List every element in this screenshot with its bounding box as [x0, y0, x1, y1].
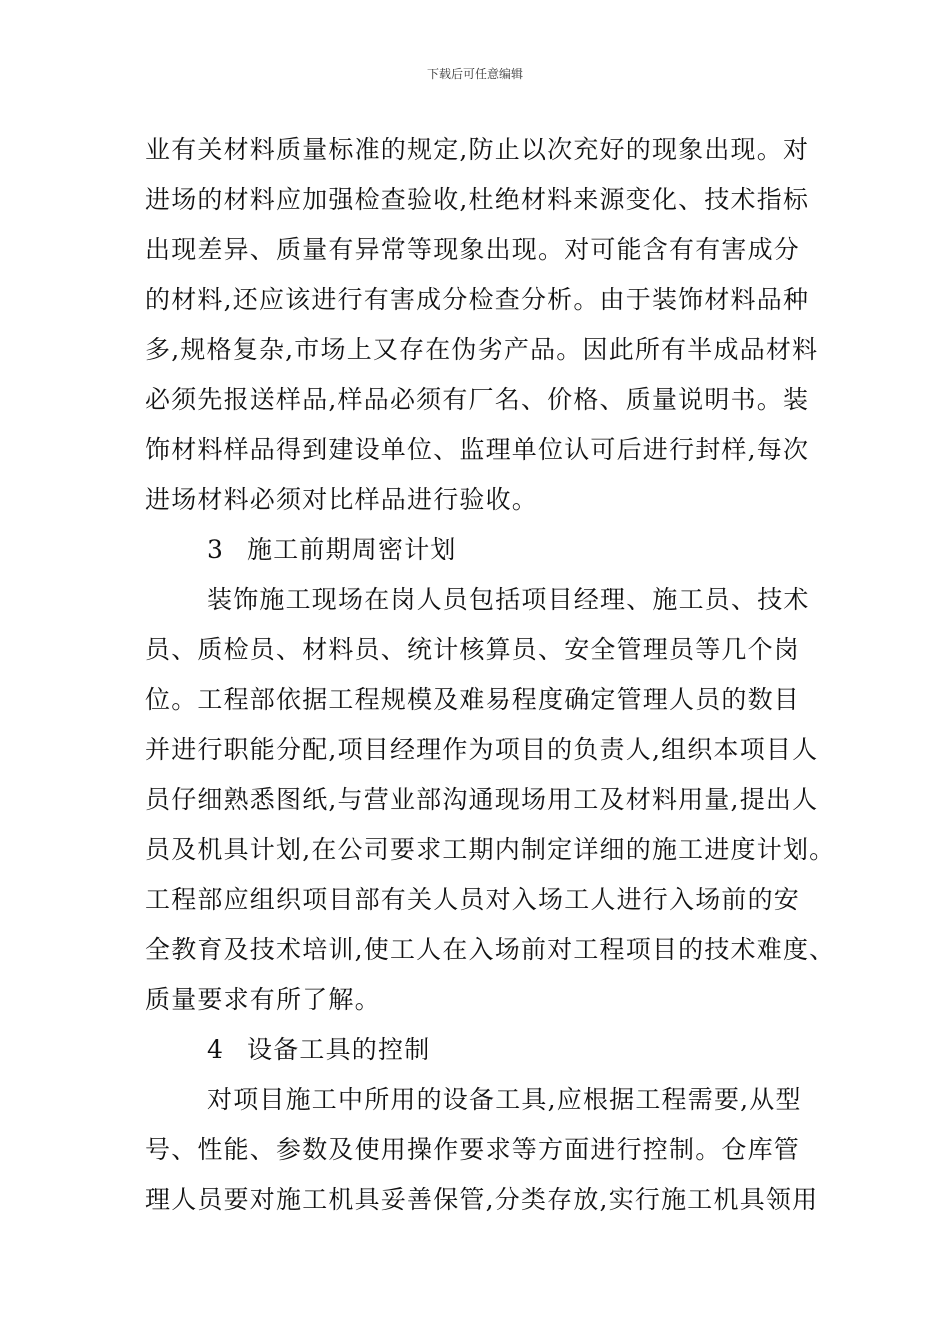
- text-line: 的材料,还应该进行有害成分检查分析。由于装饰材料品种: [145, 285, 810, 314]
- text-line: 必须先报送样品,样品必须有厂名、价格、质量说明书。装: [145, 385, 810, 414]
- text-line: 质量要求有所了解。: [145, 985, 381, 1014]
- section-heading: [145, 1025, 810, 1075]
- paragraph: [145, 1075, 819, 1225]
- paragraph: [145, 125, 819, 525]
- text-line: 位。工程部依据工程规模及难易程度确定管理人员的数目: [145, 685, 801, 714]
- text-line: 工程部应组织项目部有关人员对入场工人进行入场前的安: [145, 885, 801, 914]
- text-line: 员、质检员、材料员、统计核算员、安全管理员等几个岗: [145, 635, 801, 664]
- section-title: 设备工具的控制: [247, 1035, 431, 1064]
- section-heading: [145, 525, 810, 575]
- text-line: 饰材料样品得到建设单位、监理单位认可后进行封样,每次: [145, 435, 810, 464]
- page-header: 下载后可任意编辑: [426, 67, 523, 81]
- text-line: 员仔细熟悉图纸,与营业部沟通现场用工及材料用量,提出人: [145, 785, 819, 814]
- text-line: 对项目施工中所用的设备工具,应根据工程需要,从型: [207, 1085, 802, 1114]
- text-line: 理人员要对施工机具妥善保管,分类存放,实行施工机具领用: [145, 1185, 819, 1214]
- section-number: 3: [207, 535, 225, 564]
- text-line: 进场材料必须对比样品进行验收。: [145, 485, 539, 514]
- text-line: 并进行职能分配,项目经理作为项目的负责人,组织本项目人: [145, 735, 819, 764]
- text-line: 装饰施工现场在岗人员包括项目经理、施工员、技术: [207, 585, 810, 614]
- text-line: 员及机具计划,在公司要求工期内制定详细的施工进度计划。: [145, 835, 836, 864]
- text-line: 号、性能、参数及使用操作要求等方面进行控制。仓库管: [145, 1135, 801, 1164]
- text-line: 业有关材料质量标准的规定,防止以次充好的现象出现。对: [145, 135, 810, 164]
- text-line: 进场的材料应加强检查验收,杜绝材料来源变化、技术指标: [145, 185, 810, 214]
- text-line: 出现差异、质量有异常等现象出现。对可能含有有害成分: [145, 235, 801, 264]
- section-title: 施工前期周密计划: [247, 535, 457, 564]
- paragraph: [145, 575, 836, 1025]
- section-number: 4: [207, 1035, 225, 1064]
- text-line: 全教育及技术培训,使工人在入场前对工程项目的技术难度、: [145, 935, 836, 964]
- document-body: [145, 125, 836, 1225]
- text-line: 多,规格复杂,市场上又存在伪劣产品。因此所有半成品材料: [145, 335, 819, 364]
